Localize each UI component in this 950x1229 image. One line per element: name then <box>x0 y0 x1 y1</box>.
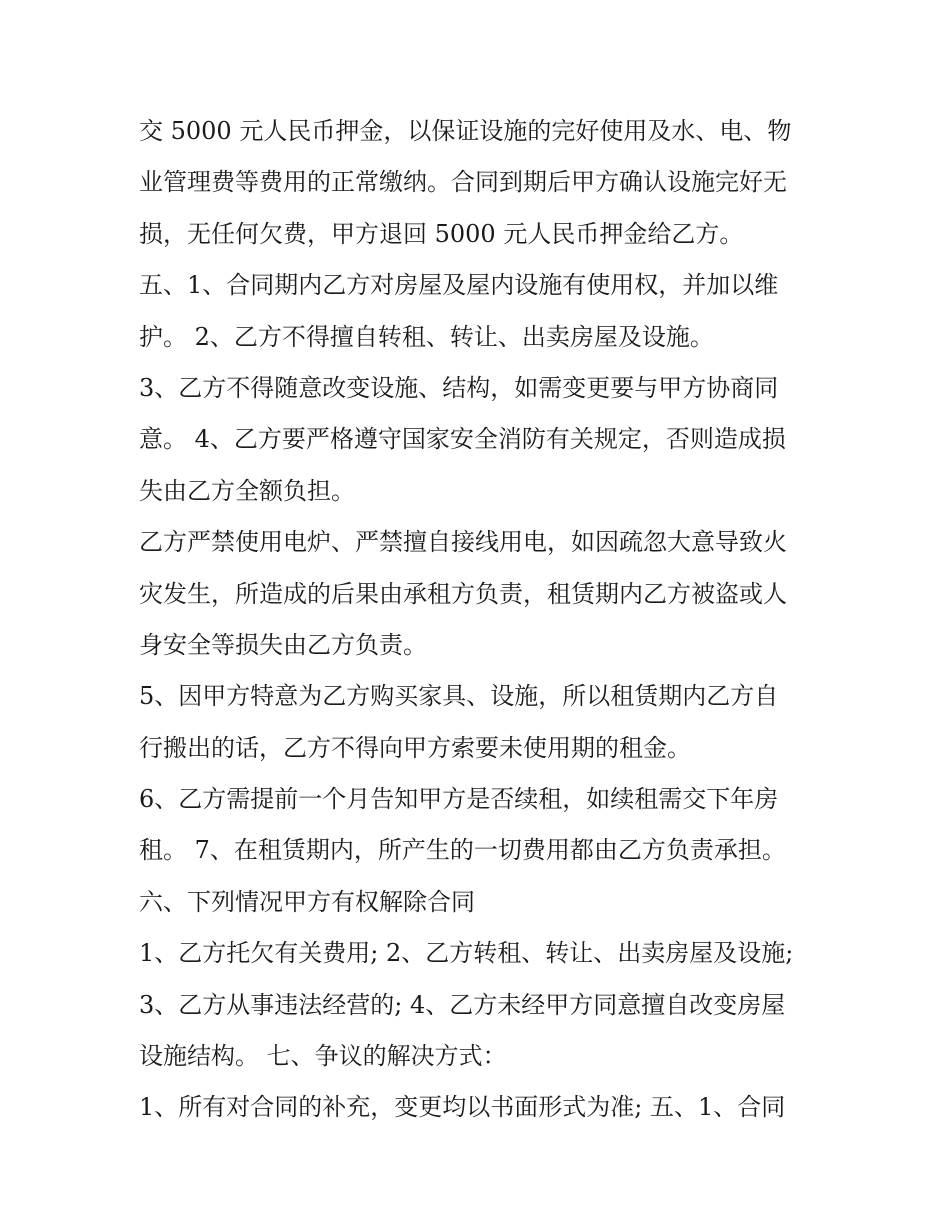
text-line-9: 乙方严禁使用电炉、严禁擅自接线用电，如因疏忽大意导致火 <box>139 528 787 557</box>
text-line-14: 6、乙方需提前一个月告知甲方是否续租，如续租需交下年房 <box>139 785 779 814</box>
text-line-18: 3、乙方从事违法经营的; 4、乙方未经甲方同意擅自改变房屋 <box>139 990 786 1019</box>
text-line-13: 行搬出的话，乙方不得向甲方索要未使用期的租金。 <box>139 733 691 762</box>
text-line-19: 设施结构。 七、争议的解决方式： <box>139 1042 507 1071</box>
text-line-12: 5、因甲方特意为乙方购买家具、设施，所以租赁期内乙方自 <box>139 682 779 711</box>
text-line-10: 灾发生，所造成的后果由承租方负责，租赁期内乙方被盗或人 <box>139 579 787 608</box>
document-body <box>139 106 819 1134</box>
text-line-5: 护。 2、乙方不得擅自转租、转让、出卖房屋及设施。 <box>139 322 714 351</box>
text-line-11: 身安全等损失由乙方负责。 <box>139 630 427 659</box>
text-line-15: 租。 7、在租赁期内，所产生的一切费用都由乙方负责承担。 <box>139 836 786 865</box>
text-line-4: 五、1、合同期内乙方对房屋及屋内设施有使用权，并加以维 <box>139 271 779 300</box>
text-line-6: 3、乙方不得随意改变设施、结构，如需变更要与甲方协商同 <box>139 373 779 402</box>
text-line-16: 六、下列情况甲方有权解除合同 <box>139 887 475 916</box>
text-line-8: 失由乙方全额负担。 <box>139 476 355 505</box>
text-line-7: 意。 4、乙方要严格遵守国家安全消防有关规定，否则造成损 <box>139 425 786 454</box>
text-line-17: 1、乙方托欠有关费用; 2、乙方转租、转让、出卖房屋及设施; <box>139 939 794 968</box>
text-line-1: 交 5000 元人民币押金，以保证设施的完好使用及水、电、物 <box>139 117 792 145</box>
text-line-3: 损，无任何欠费，甲方退回 5000 元人民币押金给乙方。 <box>139 219 744 248</box>
text-line-20: 1、所有对合同的补充，变更均以书面形式为准; 五、1、合同 <box>139 1093 786 1122</box>
text-line-2: 业管理费等费用的正常缴纳。合同到期后甲方确认设施完好无 <box>139 168 787 197</box>
